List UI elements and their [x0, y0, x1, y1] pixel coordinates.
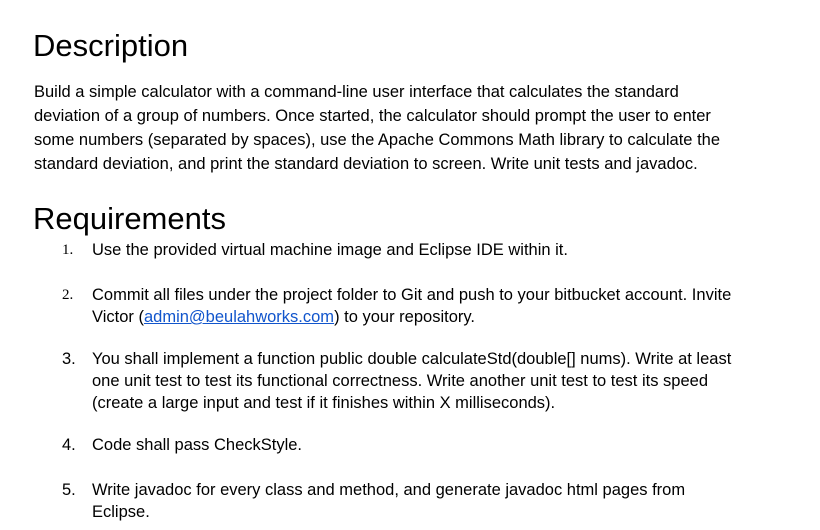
description-line: Build a simple calculator with a command-line user interface that calculates the standard [34, 83, 679, 101]
requirement-line: Write javadoc for every class and method, and generate javadoc html pages from [92, 481, 686, 499]
requirement-line: Code shall pass CheckStyle. [92, 436, 303, 454]
requirement-number: 3. [62, 350, 76, 368]
requirement-text [92, 434, 812, 456]
requirement-line [92, 306, 812, 328]
requirement-number: 2. [62, 287, 74, 303]
description-paragraph [34, 80, 814, 176]
requirement-number: 1. [62, 242, 74, 258]
requirement-line: (create a large input and test if it finishes within X milliseconds). [92, 394, 556, 412]
description-heading: Description [33, 28, 189, 63]
email-link[interactable]: admin@beulahworks.com [143, 308, 335, 326]
requirement-line: Eclipse. [92, 503, 150, 521]
requirement-line: You shall implement a function public double calculateStd(double[] nums). Write at least [92, 350, 732, 368]
requirement-line: Use the provided virtual machine image and Eclipse IDE within it. [92, 241, 568, 259]
description-line: deviation of a group of numbers. Once started, the calculator should prompt the user to enter [34, 107, 711, 125]
requirement-number: 5. [62, 481, 76, 499]
requirement-number: 4. [62, 436, 76, 454]
requirement-line-prefix: Victor ( [92, 308, 144, 326]
description-line: standard deviation, and print the standard deviation to screen. Write unit tests and javadoc. [34, 155, 698, 173]
requirement-line: one unit test to test its functional correctness. Write another unit test to test its speed [92, 372, 709, 390]
requirement-text [92, 348, 812, 414]
requirement-text [92, 479, 812, 523]
requirement-text [92, 239, 812, 261]
requirement-text [92, 284, 812, 328]
requirements-heading: Requirements [33, 201, 226, 236]
requirement-line-suffix: ) to your repository. [334, 308, 475, 326]
requirement-line: Commit all files under the project folder to Git and push to your bitbucket account. Invite [92, 286, 732, 304]
description-line: some numbers (separated by spaces), use the Apache Commons Math library to calculate the [34, 131, 721, 149]
